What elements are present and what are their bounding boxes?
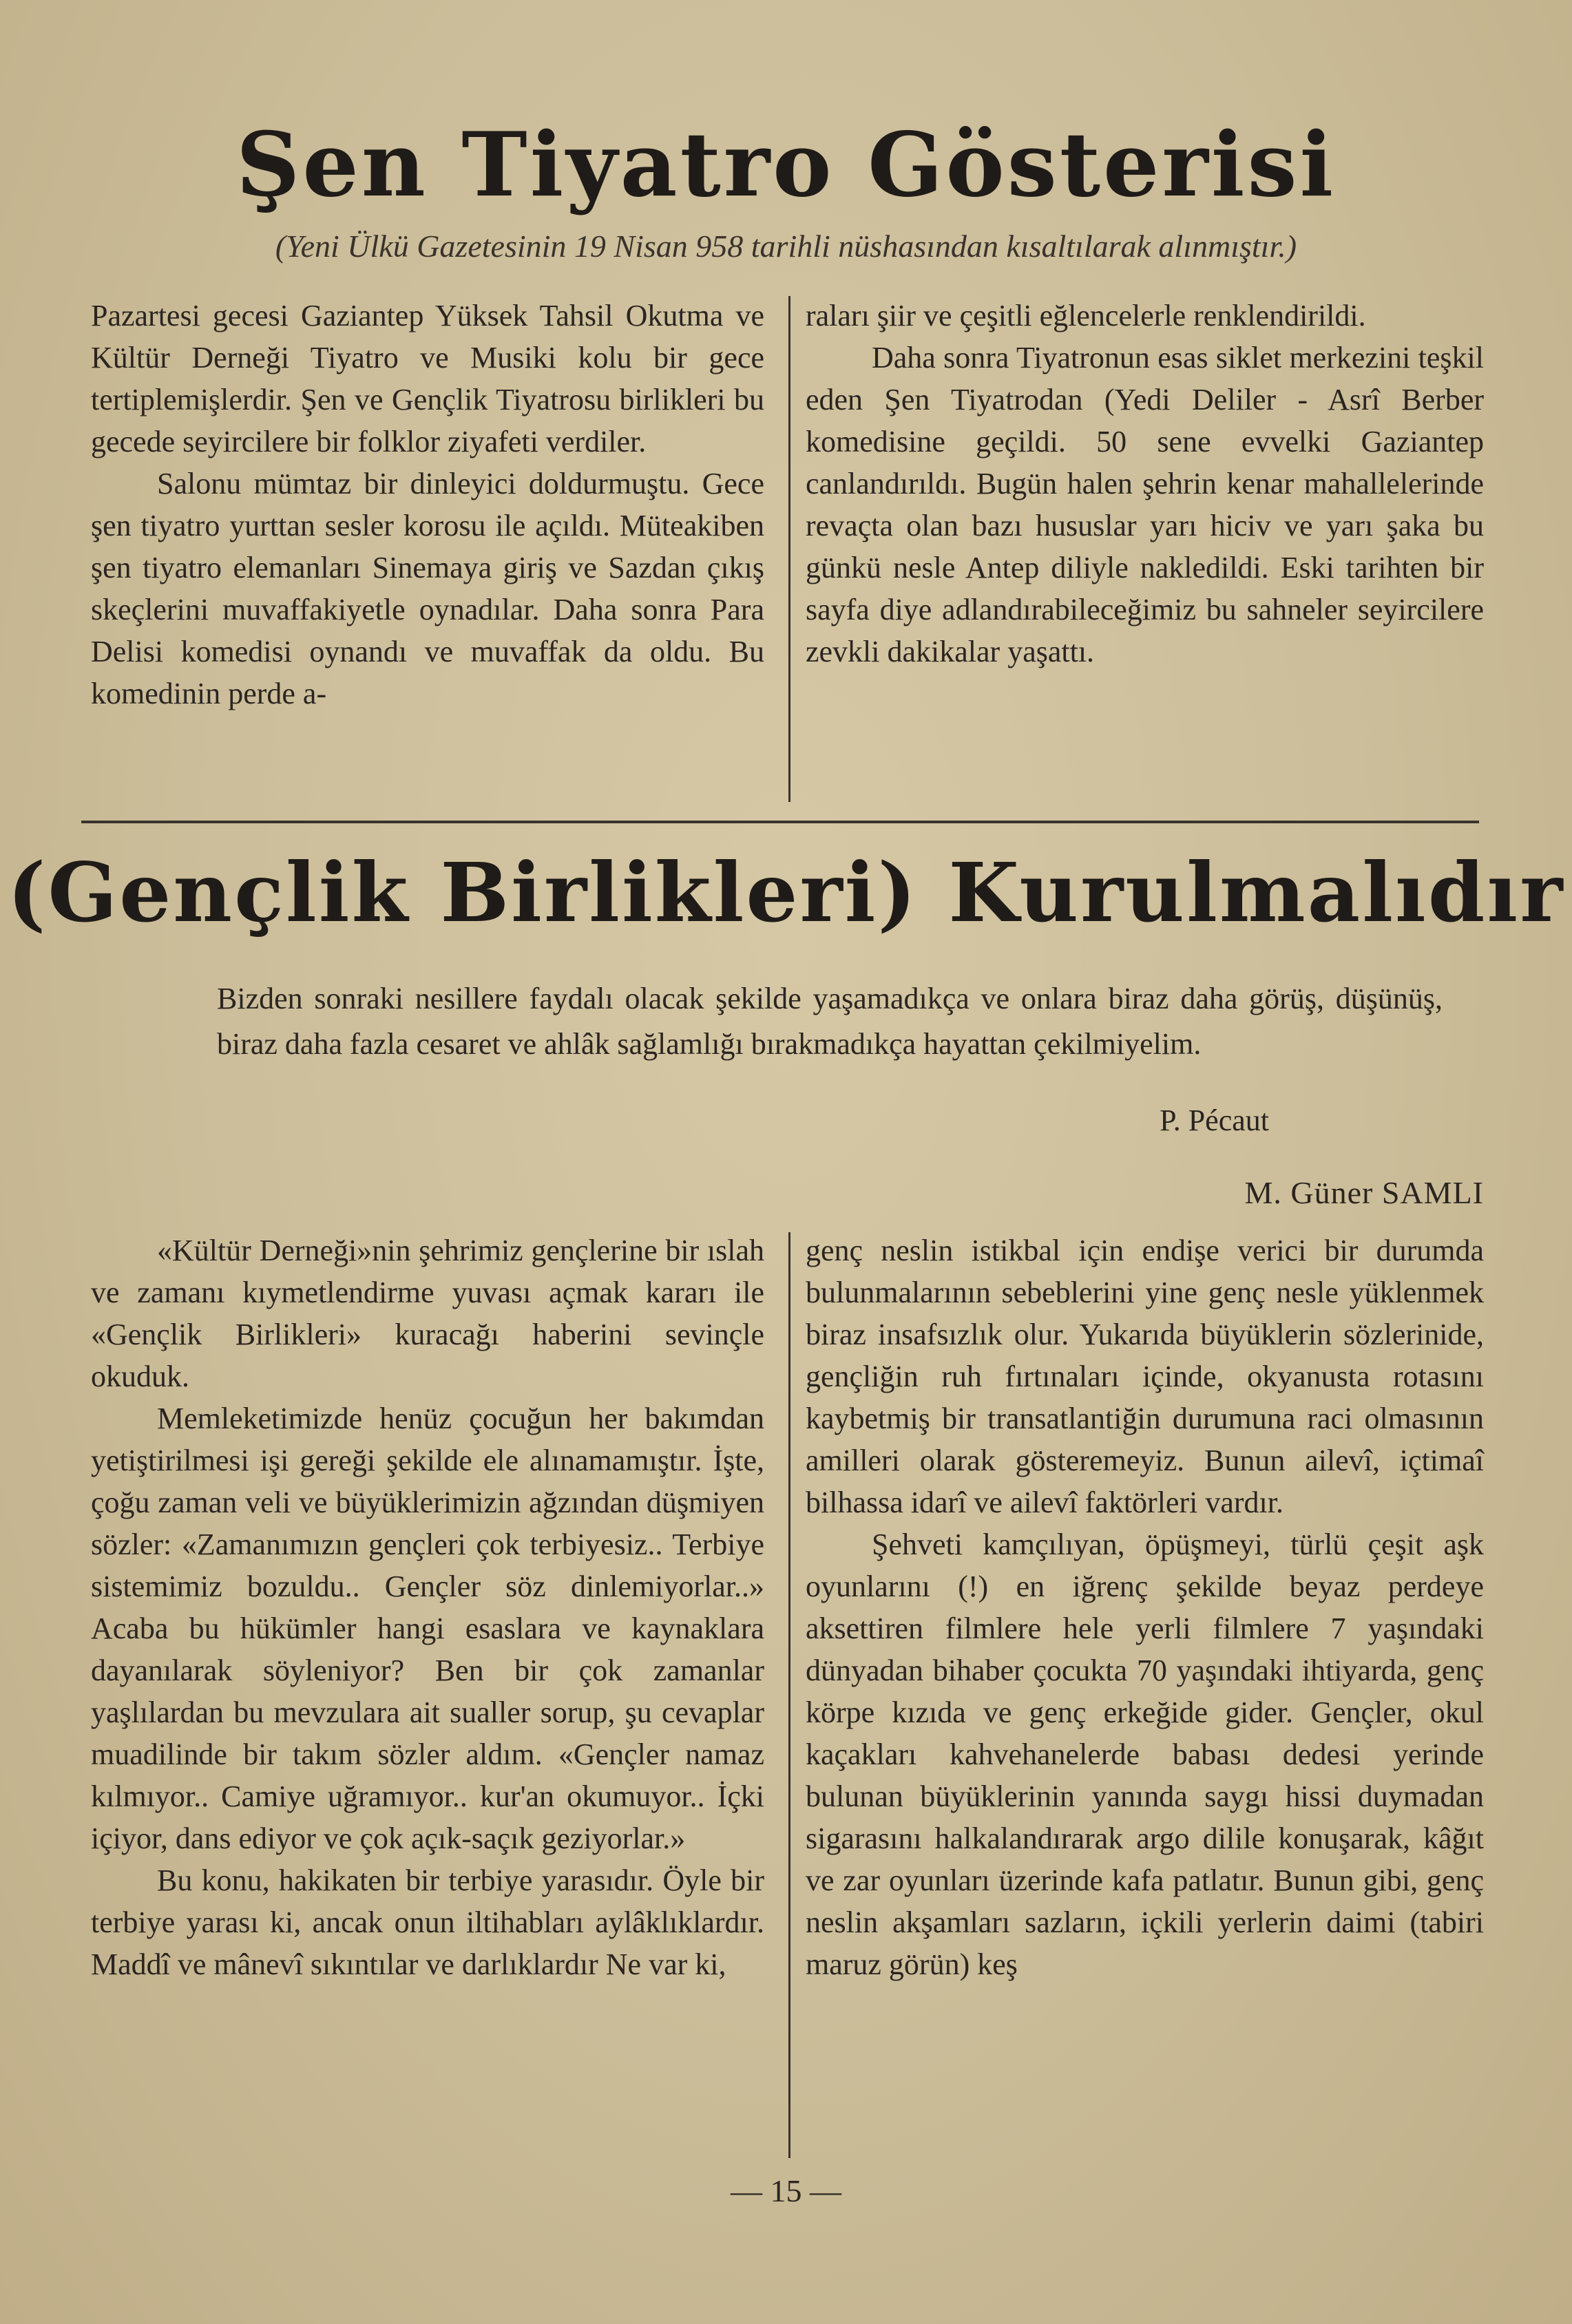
- epigraph-quote: Bizden sonraki nesillere faydalı olacak şekilde yaşamadıkça ve onlara biraz daha görüş, düşünüş, biraz daha fazla cesaret ve ahlâk sağlamlığı bırakmadıkça hayattan çekilmiyelim.: [217, 982, 1443, 1061]
- article2-left-column: [91, 1229, 764, 1985]
- paragraph: «Kültür Derneği»nin şehrimiz gençlerine bir ıslah ve zamanı kıymetlendirme yuvası açmak kararı ile «Gençlik Birlikleri» kuracağı haberini sevinçle okuduk.: [91, 1234, 764, 1393]
- epigraph-author: P. Pécaut: [1160, 1103, 1269, 1137]
- page-number: — 15 —: [731, 2173, 841, 2208]
- paragraph: Salonu mümtaz bir dinleyici doldurmuştu. Gece şen tiyatro yurttan sesler korosu ile açıldı. Müteakiben şen tiyatro elemanları Sinemaya giriş ve Sazdan çıkış skeçlerini muvaffakiyetle oynadılar. Daha sonra Para Delisi komedisi oynandı ve muvaffak da oldu. Bu komedinin perde a-: [91, 467, 764, 710]
- paragraph: genç neslin istikbal için endişe verici bir durumda bulunmalarının sebeblerini yine genç nesle yüklenmek biraz insafsızlık olur. Yukarıda büyüklerin sözlerinide, gençliğin ruh fırtınaları içinde, okyanusta rotasını kaybetmiş bir transatlantiğin durumuna raci olmasının amilleri olarak gösteremeyiz. Bunun ailevî, içtimaî bilhassa idarî ve ailevî faktörleri vardır.: [806, 1234, 1484, 1519]
- column-divider: [788, 296, 790, 802]
- article1-left-column: [91, 295, 764, 715]
- article-title-sen-tiyatro: Şen Tiyatro Gösterisi: [235, 114, 1337, 217]
- column-divider: [788, 1232, 790, 2158]
- article2-right-column: [806, 1229, 1484, 1985]
- paragraph: Memleketimizde henüz çocuğun her bakımdan yetiştirilmesi işi gereği şekilde ele alınamamıştır. İşte, çoğu zaman veli ve büyüklerimizin ağzından düşmiyen sözler: «Zamanımızın gençleri çok terbiyesiz.. Terbiye sistemimiz bozuldu.. Gençler söz dinlemiyorlar..» Acaba bu hükümler hangi esaslara ve kaynaklara dayanılarak söyleniyor? Ben bir çok zamanlar yaşlılardan bu mevzulara ait sualler sorup, şu cevaplar muadilinde bir takım sözler aldım. «Gençler namaz kılmıyor.. Camiye uğramıyor.. kur'an okumuyor.. İçki içiyor, dans ediyor ve çok açık-saçık geziyorlar.»: [91, 1402, 764, 1855]
- paragraph: Pazartesi gecesi Gaziantep Yüksek Tahsil Okutma ve Kültür Derneği Tiyatro ve Musiki kolu bir gece tertiplemişlerdir. Şen ve Gençlik Tiyatrosu birlikleri bu gecede seyircilere bir folklor ziyafeti verdiler.: [91, 299, 764, 458]
- section-divider: [81, 821, 1479, 823]
- article1-right-column: [806, 295, 1484, 673]
- paragraph: Daha sonra Tiyatronun esas siklet merkezini teşkil eden Şen Tiyatrodan (Yedi Deliler - Asrî Berber komedisine geçildi. 50 sene evvelki Gaziantep canlandırıldı. Bugün halen şehrin kenar mahallelerinde revaçta olan bazı hususlar yarı hiciv ve yarı şaka bu günkü nesle Antep diliyle nakledildi. Eski tarihten bir sayfa diye adlandırabileceğimiz bu sahneler seyircilere zevkli dakikalar yaşattı.: [806, 341, 1484, 668]
- article-title-genclik-birlikleri: (Gençlik Birlikleri) Kurulmalıdır: [7, 845, 1565, 940]
- source-note: (Yeni Ülkü Gazetesinin 19 Nisan 958 tarihli nüshasından kısaltılarak alınmıştır.): [275, 229, 1297, 264]
- paragraph: Bu konu, hakikaten bir terbiye yarasıdır. Öyle bir terbiye yarası ki, ancak onun iltihabları aylâklıklardır. Maddî ve mânevî sıkıntılar ve darlıklardır Ne var ki,: [91, 1863, 764, 1981]
- article-author: M. Güner SAMLI: [1244, 1175, 1484, 1210]
- paragraph: Şehveti kamçılıyan, öpüşmeyi, türlü çeşit aşk oyunlarını (!) en iğrenç şekilde beyaz perdeye aksettiren filmlere hele yerli filmlere 7 yaşındaki dünyadan bihaber çocukta 70 yaşındaki ihtiyarda, genç körpe kızıda ve genç erkeğide gider. Gençler, okul kaçakları kahvehanelerde babası dedesi yerinde bulunan büyüklerinin yanında saygı hissi duymadan sigarasını halkalandırarak argo dilile konuşarak, kâğıt ve zar oyunları üzerinde kafa patlatır. Bunun gibi, genç neslin akşamları sazların, içkili yerlerin daimi (tabiri maruz görün) keş: [806, 1528, 1484, 1981]
- paragraph: raları şiir ve çeşitli eğlencelerle renklendirildi.: [806, 299, 1366, 332]
